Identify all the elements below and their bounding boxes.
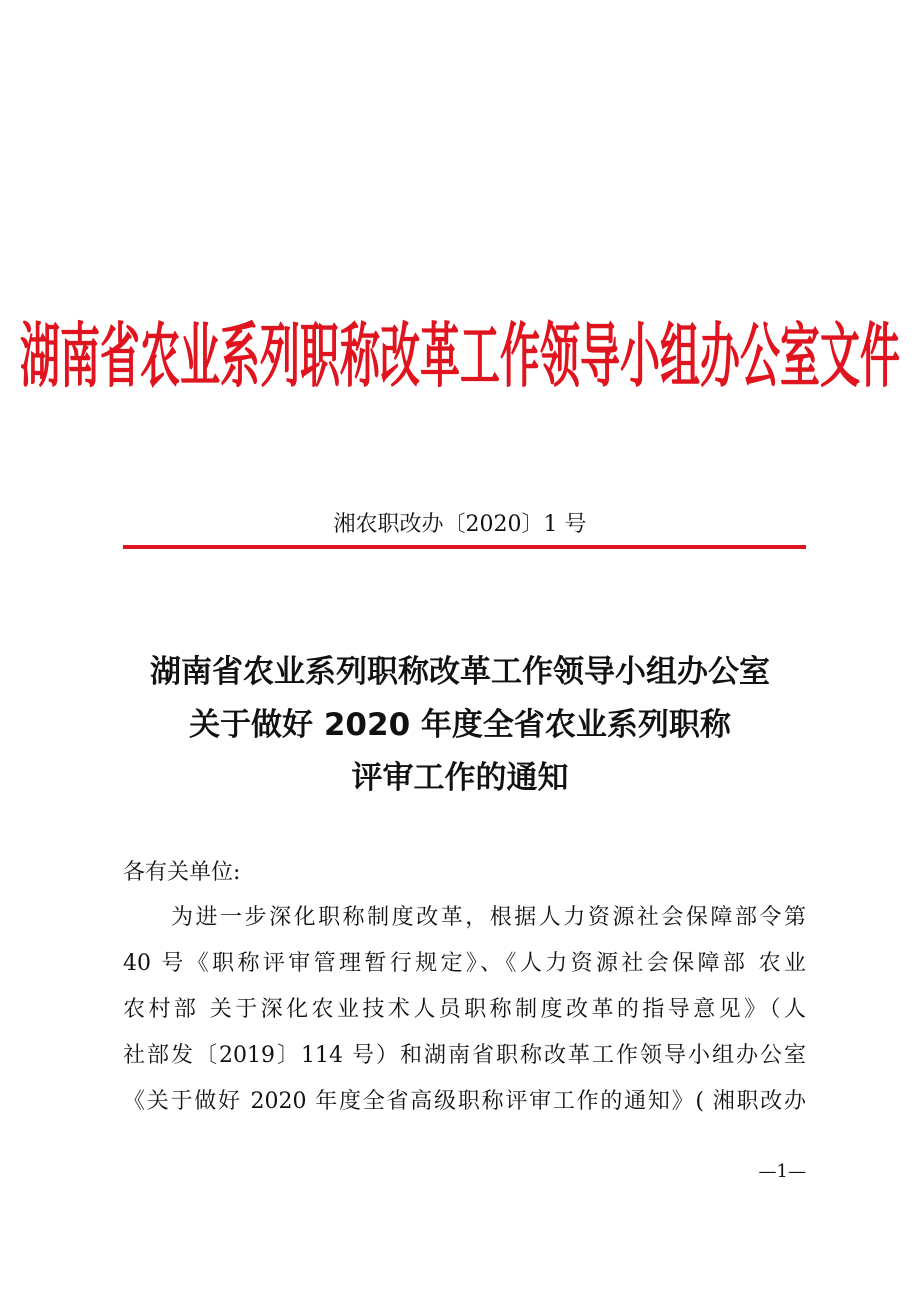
body-line: 40 号《职称评审管理暂行规定》、《人力资源社会保障部 农业 xyxy=(123,951,806,976)
notice-title-line-2: 关于做好 2020 年度全省农业系列职称 xyxy=(189,707,731,743)
page-number: —1— xyxy=(758,1161,806,1182)
body-line: 《关于做好 2020 年度全省高级职称评审工作的通知》( 湘职改办 xyxy=(123,1089,806,1114)
document-number: 湘农职改办〔2020〕1 号 xyxy=(333,512,587,537)
notice-title-line-1: 湖南省农业系列职称改革工作领导小组办公室 xyxy=(150,654,770,690)
notice-title-line-3: 评审工作的通知 xyxy=(351,760,569,796)
body-line: 社部发〔2019〕114 号）和湖南省职称改革工作领导小组办公室 xyxy=(123,1043,806,1068)
salutation: 各有关单位: xyxy=(123,860,241,885)
masthead-title: 湖南省农业系列职称改革工作领导小组办公室文件 xyxy=(20,316,900,398)
red-divider-line xyxy=(123,545,806,549)
body-line: 农村部 关于深化农业技术人员职称制度改革的指导意见》（人 xyxy=(123,997,806,1022)
body-line: 为进一步深化职称制度改革，根据人力资源社会保障部令第 xyxy=(171,905,806,930)
